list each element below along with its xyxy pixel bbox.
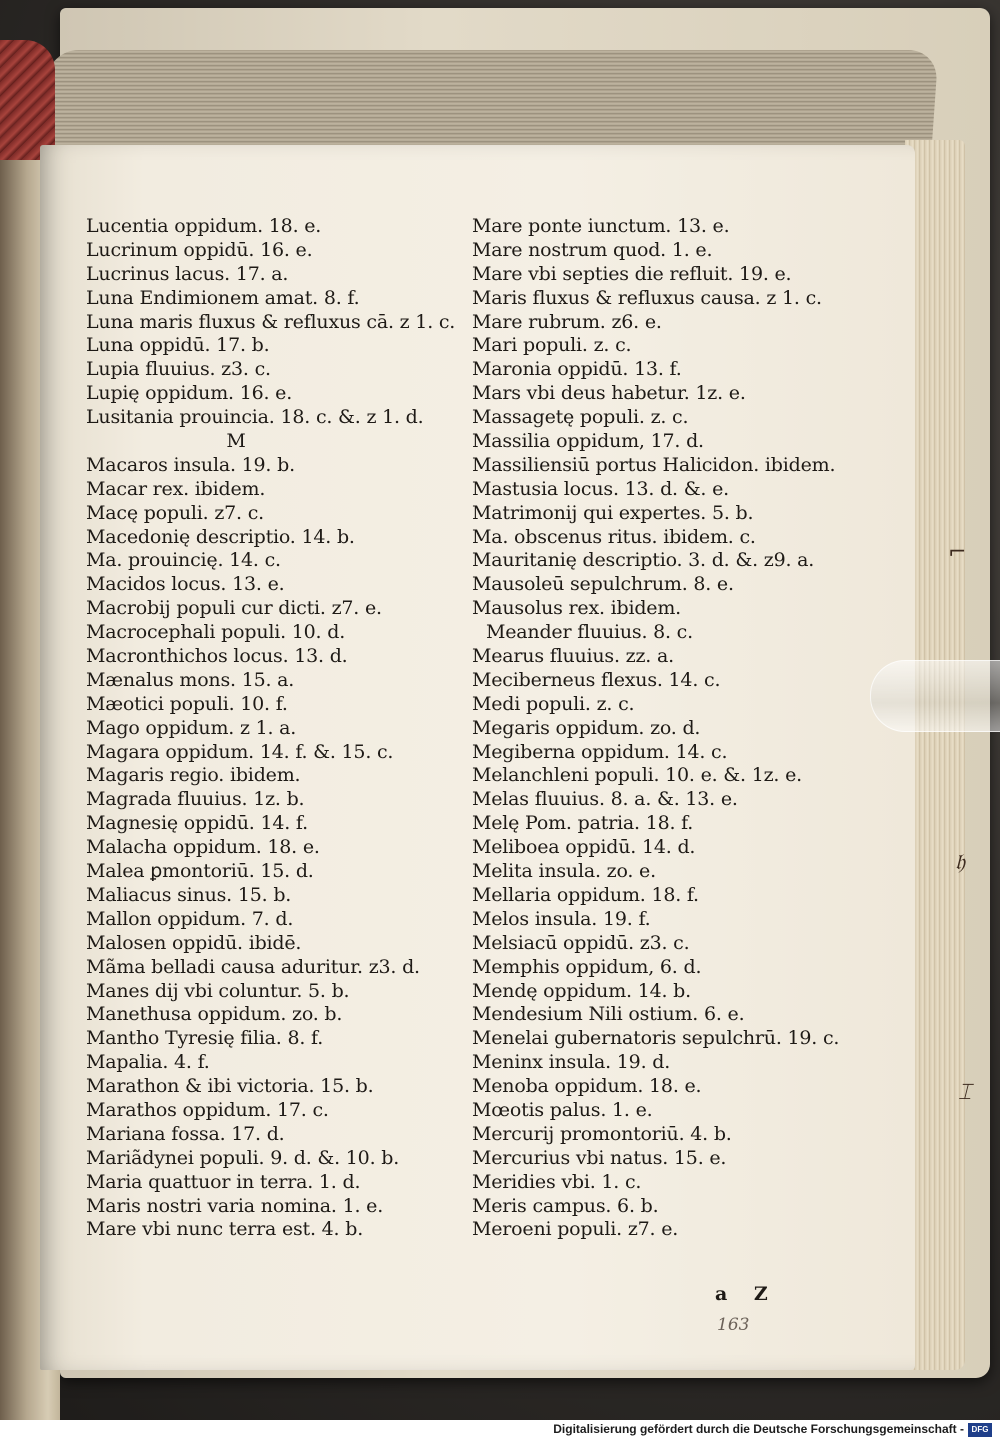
index-entry: Mago oppidum. z 1. a. xyxy=(86,716,297,739)
index-entry: Matrimonij qui expertes. 5. b. xyxy=(472,501,754,524)
index-column-right xyxy=(472,215,892,1242)
index-entry: Meliboea oppidū. 14. d. xyxy=(472,836,696,859)
index-entry: Maria quattuor in terra. 1. d. xyxy=(86,1170,361,1193)
index-entry: Malea ꝑmontoriū. 15. d. xyxy=(86,860,314,883)
index-entry: Mendę oppidum. 14. b. xyxy=(472,979,691,1002)
index-entry: Mãma belladi causa aduritur. z3. d. xyxy=(86,955,420,978)
index-entry: Mausolus rex. ibidem. xyxy=(472,597,682,620)
index-entry: Manethusa oppidum. zo. b. xyxy=(86,1003,343,1026)
index-entry: Mearus fluuius. zz. a. xyxy=(472,645,674,668)
index-entry: Meciberneus flexus. 14. c. xyxy=(472,668,721,691)
index-entry: Melę Pom. patria. 18. f. xyxy=(472,812,694,835)
funding-notice: Digitalisierung gefördert durch die Deutsche Forschungsgemeinschaft - xyxy=(553,1422,964,1436)
index-entry: Megaris oppidum. zo. d. xyxy=(472,716,701,739)
index-entry: Macaros insula. 19. b. xyxy=(86,453,295,476)
index-column-left xyxy=(86,215,506,1242)
index-entry: Macę populi. z7. c. xyxy=(86,501,264,524)
index-entry: Macidos locus. 13. e. xyxy=(86,573,285,596)
index-entry: Meridies vbi. 1. c. xyxy=(472,1170,642,1193)
index-entry: Meander fluuius. 8. c. xyxy=(486,621,693,644)
index-entry: Magara oppidum. 14. f. &. 15. c. xyxy=(86,740,394,763)
index-entry: Magaris regio. ibidem. xyxy=(86,764,301,787)
page-edges-top xyxy=(42,50,939,150)
index-entry: Mendesium Nili ostium. 6. e. xyxy=(472,1003,745,1026)
index-entry: Mœotis palus. 1. e. xyxy=(472,1098,653,1121)
margin-annotation: ⌐ xyxy=(948,540,967,565)
index-entry: Mellaria oppidum. 18. f. xyxy=(472,883,699,906)
index-entry: Lucrinus lacus. 17. a. xyxy=(86,262,289,285)
index-entry: Luna Endimionem amat. 8. f. xyxy=(86,286,360,309)
index-entry: Lupię oppidum. 16. e. xyxy=(86,382,293,405)
index-entry: Mars vbi deus habetur. 1z. e. xyxy=(472,382,746,405)
index-entry: Mauritanię descriptio. 3. d. &. z9. a. xyxy=(472,549,815,572)
dfg-logo: DFG xyxy=(968,1423,992,1437)
index-entry: Marathos oppidum. 17. c. xyxy=(86,1098,329,1121)
folio-number: 163 xyxy=(717,1315,750,1335)
index-entry: Melsiacū oppidū. z3. c. xyxy=(472,931,690,954)
index-entry: Macar rex. ibidem. xyxy=(86,477,266,500)
index-entry: Ma. obscenus ritus. ibidem. c. xyxy=(472,525,756,548)
index-entry: Massagetę populi. z. c. xyxy=(472,406,689,429)
index-entry: Melanchleni populi. 10. e. &. 1z. e. xyxy=(472,764,802,787)
index-entry: Mastusia locus. 13. d. &. e. xyxy=(472,477,729,500)
margin-annotation: ⌶ xyxy=(958,1080,972,1105)
index-entry: Mare vbi septies die refluit. 19. e. xyxy=(472,262,792,285)
book-page xyxy=(40,145,915,1370)
index-entry: Meninx insula. 19. d. xyxy=(472,1051,671,1074)
index-entry: Medi populi. z. c. xyxy=(472,692,635,715)
index-entry: Magrada fluuius. 1z. b. xyxy=(86,788,305,811)
index-entry: Melas fluuius. 8. a. &. 13. e. xyxy=(472,788,738,811)
index-entry: Malacha oppidum. 18. e. xyxy=(86,836,320,859)
index-entry: Maris fluxus & refluxus causa. z 1. c. xyxy=(472,286,822,309)
index-entry: Mapalia. 4. f. xyxy=(86,1051,210,1074)
footer-bar xyxy=(0,1420,1000,1441)
index-entry: Ma. prouincię. 14. c. xyxy=(86,549,281,572)
index-entry: Meris campus. 6. b. xyxy=(472,1194,659,1217)
index-entry: Mare nostrum quod. 1. e. xyxy=(472,238,713,261)
index-entry: Mausoleū sepulchrum. 8. e. xyxy=(472,573,734,596)
index-entry: Macronthichos locus. 13. d. xyxy=(86,645,348,668)
section-letter: M xyxy=(226,430,246,453)
index-entry: Macrocephali populi. 10. d. xyxy=(86,621,346,644)
headband xyxy=(0,40,55,160)
index-entry: Lupia fluuius. z3. c. xyxy=(86,358,271,381)
index-entry: Luna oppidū. 17. b. xyxy=(86,334,270,357)
index-entry: Mariãdynei populi. 9. d. &. 10. b. xyxy=(86,1146,400,1169)
index-entry: Megiberna oppidum. 14. c. xyxy=(472,740,728,763)
index-entry: Mantho Tyresię filia. 8. f. xyxy=(86,1027,324,1050)
page-clamp xyxy=(870,660,1000,732)
index-entry: Mare vbi nunc terra est. 4. b. xyxy=(86,1218,364,1241)
index-entry: Lusitania prouincia. 18. c. &. z 1. d. xyxy=(86,406,424,429)
index-entry: Memphis oppidum, 6. d. xyxy=(472,955,702,978)
index-entry: Mænalus mons. 15. a. xyxy=(86,668,295,691)
index-entry: Lucentia oppidum. 18. e. xyxy=(86,215,322,237)
index-entry: Mercurij promontoriū. 4. b. xyxy=(472,1122,732,1145)
index-entry: Mare ponte iunctum. 13. e. xyxy=(472,215,730,237)
index-entry: Maronia oppidū. 13. f. xyxy=(472,358,682,381)
index-entry: Melita insula. zo. e. xyxy=(472,860,656,883)
index-entry: Massiliensiū portus Halicidon. ibidem. xyxy=(472,453,836,476)
index-entry: Mallon oppidum. 7. d. xyxy=(86,907,294,930)
index-entry: Macrobij populi cur dicti. z7. e. xyxy=(86,597,382,620)
index-entry: Malosen oppidū. ibidē. xyxy=(86,931,302,954)
index-entry: Mercurius vbi natus. 15. e. xyxy=(472,1146,727,1169)
index-entry: Melos insula. 19. f. xyxy=(472,907,651,930)
index-entry: Menoba oppidum. 18. e. xyxy=(472,1075,702,1098)
index-entry: Luna maris fluxus & refluxus cā. z 1. c. xyxy=(86,310,456,333)
index-entry: Menelai gubernatoris sepulchrū. 19. c. xyxy=(472,1027,840,1050)
index-entry: Macedonię descriptio. 14. b. xyxy=(86,525,355,548)
index-entry: Mæotici populi. 10. f. xyxy=(86,692,288,715)
index-entry: Mari populi. z. c. xyxy=(472,334,632,357)
index-entry: Meroeni populi. z7. e. xyxy=(472,1218,679,1241)
signature-mark: a Z xyxy=(715,1283,778,1305)
index-entry: Maris nostri varia nomina. 1. e. xyxy=(86,1194,384,1217)
index-entry: Maliacus sinus. 15. b. xyxy=(86,883,292,906)
index-entry: Mare rubrum. z6. e. xyxy=(472,310,662,333)
margin-annotation: 𝔥 xyxy=(955,850,966,875)
index-entry: Magnesię oppidū. 14. f. xyxy=(86,812,308,835)
index-entry: Mariana fossa. 17. d. xyxy=(86,1122,285,1145)
index-entry: Marathon & ibi victoria. 15. b. xyxy=(86,1075,374,1098)
index-entry: Manes dij vbi coluntur. 5. b. xyxy=(86,979,350,1002)
index-entry: Lucrinum oppidū. 16. e. xyxy=(86,238,313,261)
index-entry: Massilia oppidum, 17. d. xyxy=(472,430,704,453)
